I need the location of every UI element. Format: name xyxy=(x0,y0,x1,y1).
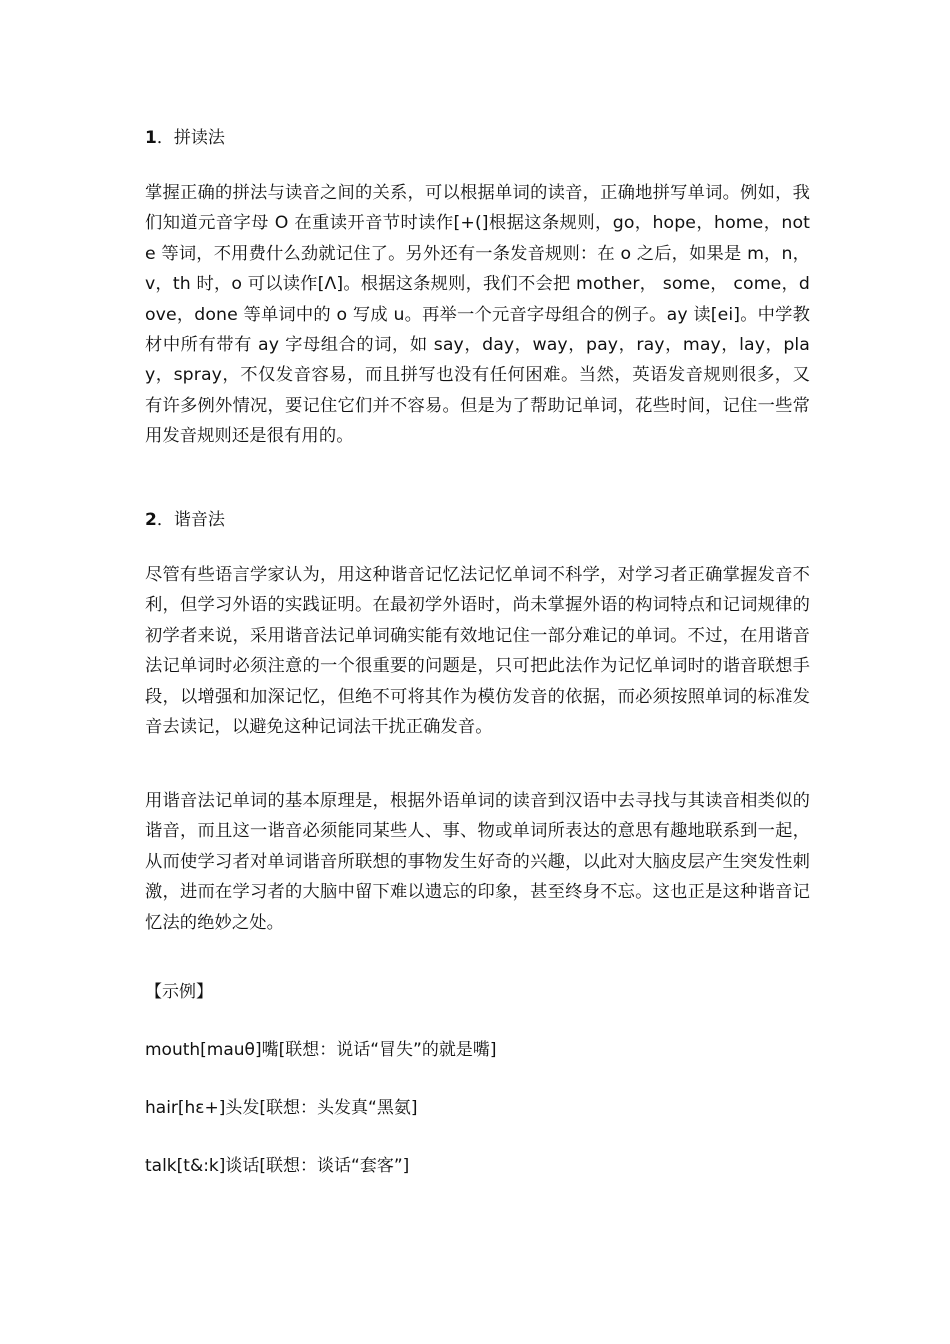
section-1-number: 1 xyxy=(145,128,157,148)
section-1-heading xyxy=(145,126,225,150)
section-2-paragraph-1: 尽管有些语言学家认为，用这种谐音记忆法记忆单词不科学，对学习者正确掌握发音不利，但学习外语的实践证明。在最初学外语时，尚未掌握外语的构词特点和记词规律的初学者来说，采用谐音法记单词确实能有效地记住一部分难记的单词。不过，在用谐音法记单词时必须注意的一个很重要的问题是，只可把此法作为记忆单词时的谐音联想手段，以增强和加深记忆，但绝不可将其作为模仿发音的依据，而必须按照单词的标准发音去读记，以避免这种记词法干扰正确发音。 xyxy=(145,565,810,738)
example-item-talk: talk[t&:k]谈话[联想：谈话“套客”] xyxy=(145,1156,410,1176)
example-item-mouth: mouth[mauθ]嘴[联想：说话“冒失”的就是嘴] xyxy=(145,1040,497,1060)
section-2-paragraph-2: 用谐音法记单词的基本原理是，根据外语单词的读音到汉语中去寻找与其读音相类似的谐音，而且这一谐音必须能同某些人、事、物或单词所表达的意思有趣地联系到一起，从而使学习者对单词谐音所联想的事物发生好奇的兴趣，以此对大脑皮层产生突发性刺激，进而在学习者的大脑中留下难以遗忘的印象，甚至终身不忘。这也正是这种谐音记忆法的绝妙之处。 xyxy=(145,791,810,933)
section-2-title: ．谐音法 xyxy=(156,510,225,530)
section-2-number: 2 xyxy=(145,510,157,530)
section-1-paragraph: 掌握正确的拼法与读音之间的关系，可以根据单词的读音，正确地拼写单词。例如，我们知道元音字母 O 在重读开音节时读作[+(]根据这条规则，go，hope，home，note 等词，不用费什么劲就记住了。另外还有一条发音规则：在 o 之后，如果是 m，n，v，th 时，o 可以读作[Λ]。根据这条规则，我们不会把 mother， some， come，dove，done 等单词中的 o 写成 u。再举一个元音字母组合的例子。ay 读[ei]。中学教材中所有带有 ay 字母组合的词，如 say，day，way，pay，ray，may，lay，play，spray，不仅发音容易，而且拼写也没有任何困难。当然，英语发音规则很多，又有许多例外情况，要记住它们并不容易。但是为了帮助记单词，花些时间，记住一些常用发音规则还是很有用的。 xyxy=(145,183,810,447)
section-1-title: ．拼读法 xyxy=(156,128,225,148)
example-item-hair: hair[hε+]头发[联想：头发真“黑氨] xyxy=(145,1098,418,1118)
section-2-heading xyxy=(145,508,225,532)
examples-label: 【示例】 xyxy=(145,982,213,1002)
